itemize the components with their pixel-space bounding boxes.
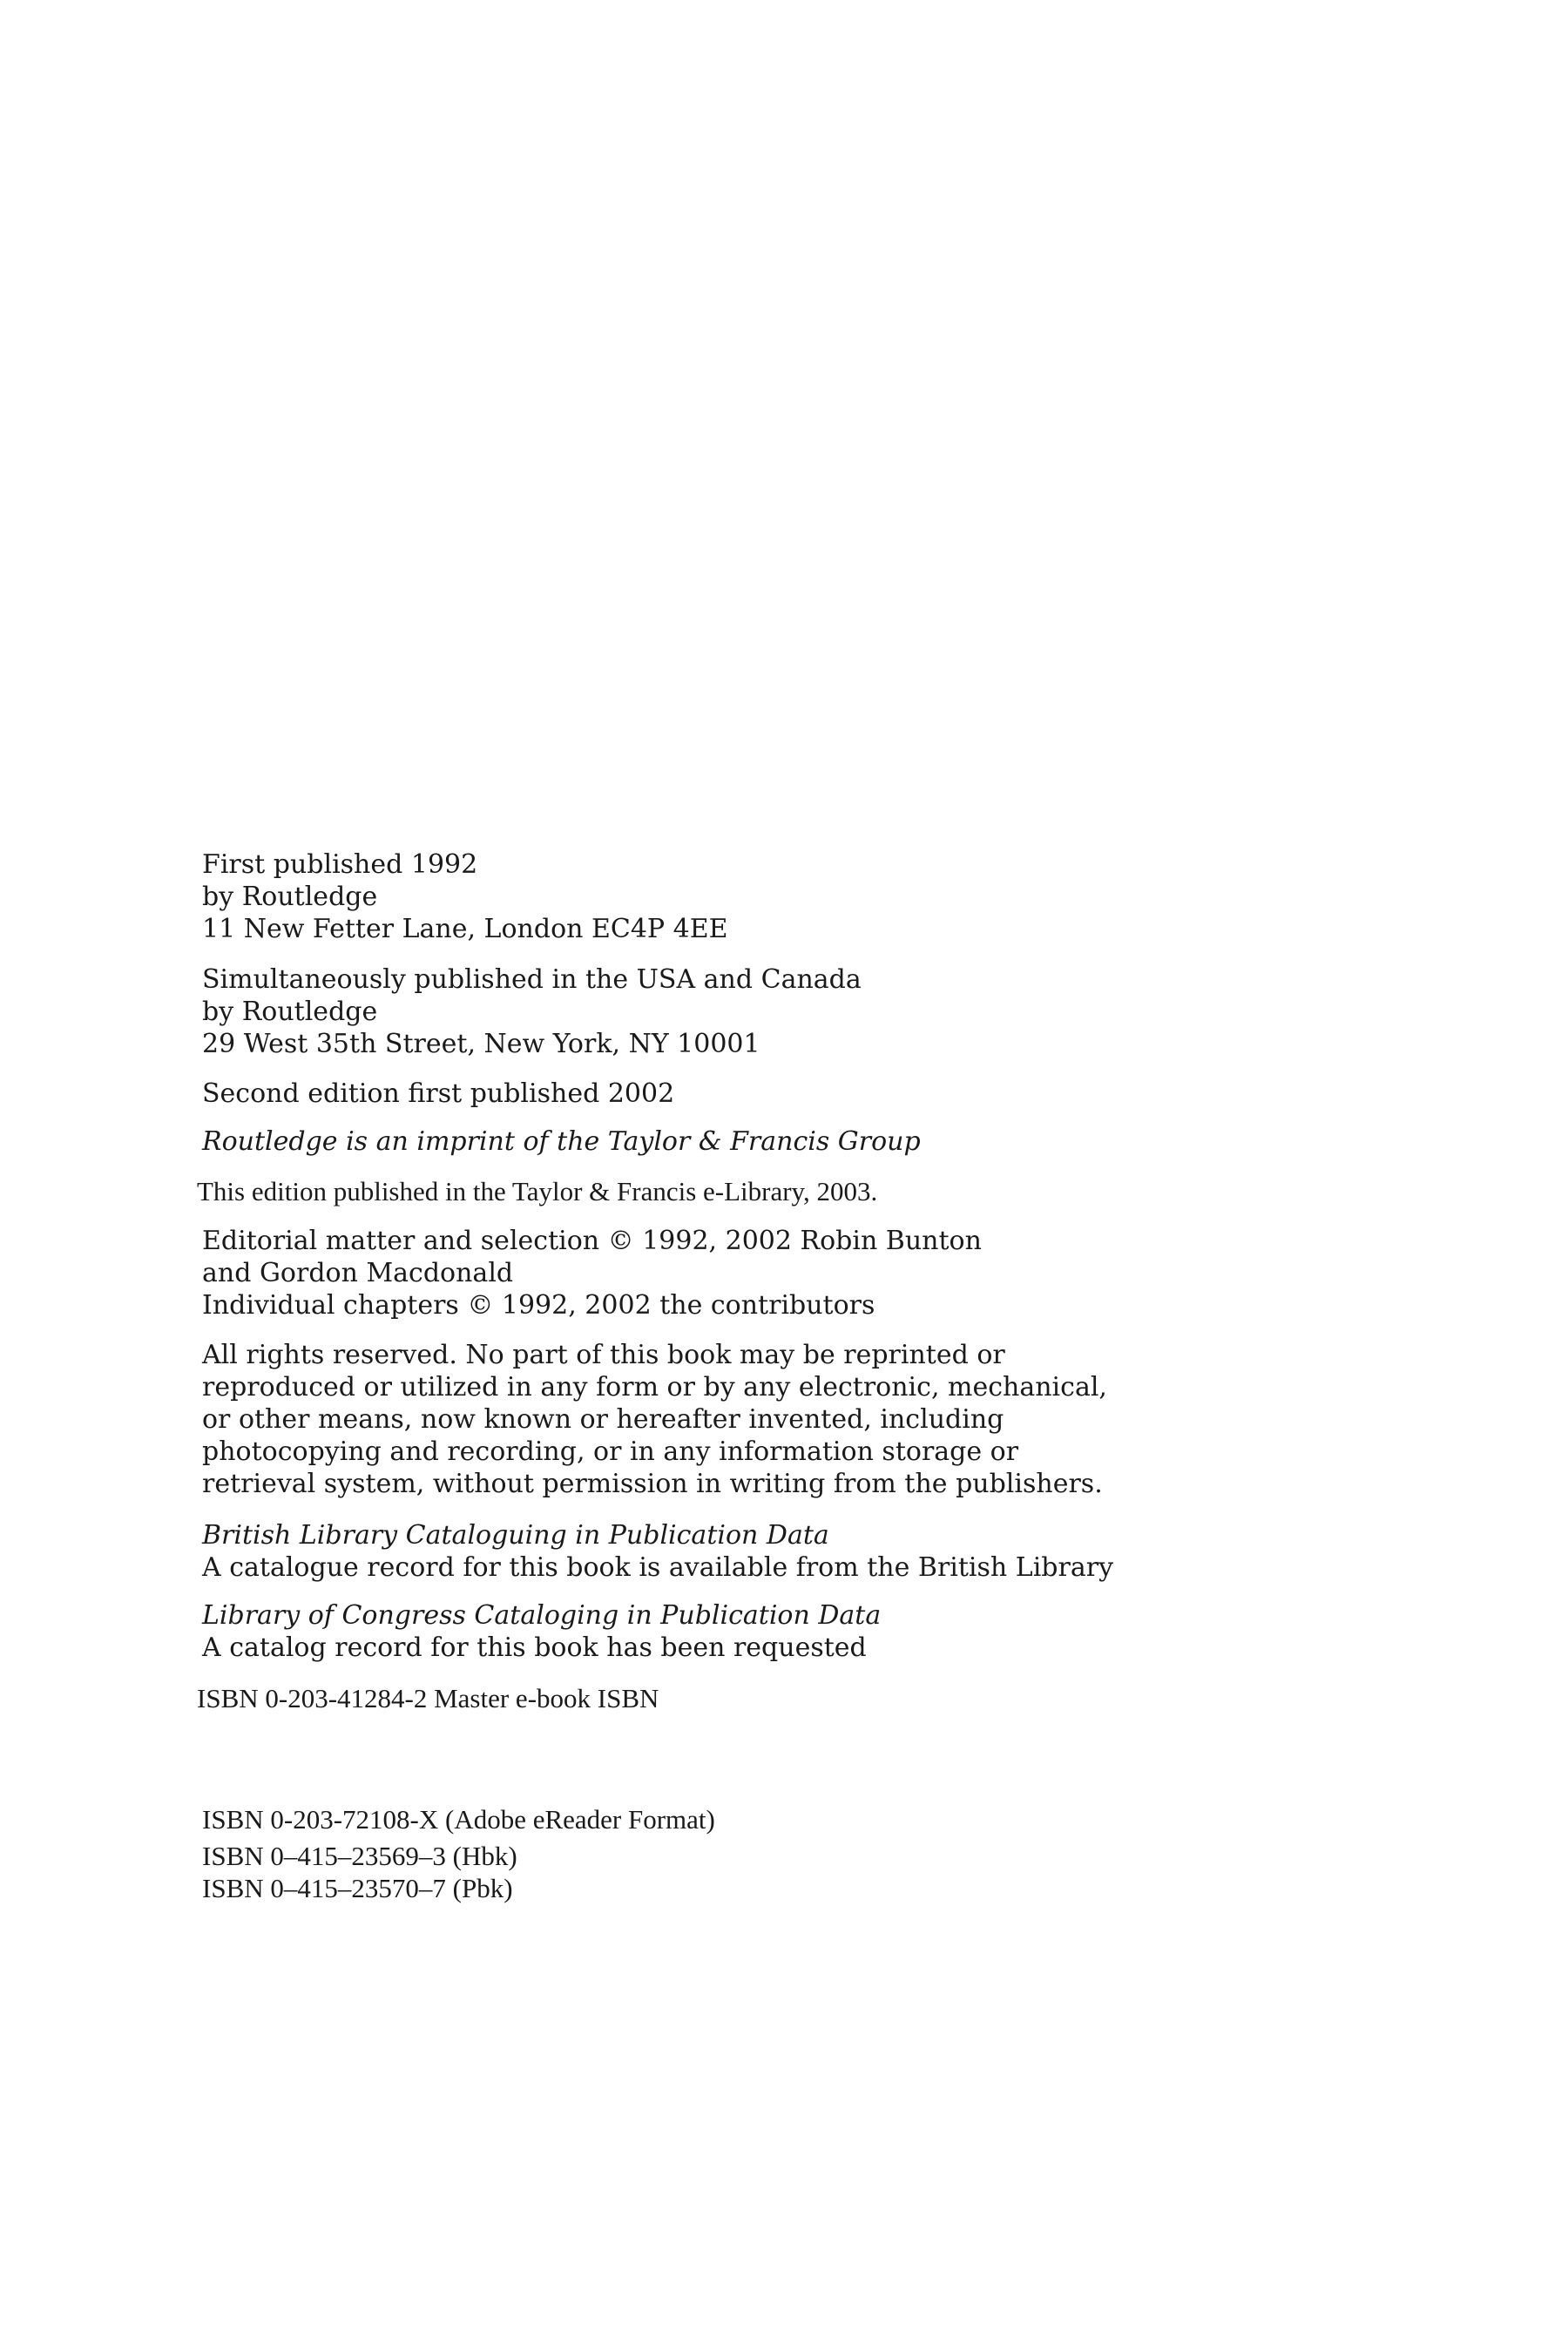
isbn-paperback-line: ISBN 0–415–23570–7 (Pbk)	[202, 1873, 513, 1903]
imprint-note: Routledge is an imprint of the Taylor & Francis Group	[202, 1126, 921, 1157]
first-published-line: First published 1992	[202, 849, 478, 880]
publisher-name: by Routledge	[202, 997, 378, 1027]
library-of-congress-text: A catalog record for this book has been requested	[202, 1632, 867, 1663]
rights-block	[202, 1339, 1107, 1500]
second-edition-line: Second edition first published 2002	[202, 1078, 675, 1109]
usa-publication-block	[202, 963, 862, 1060]
isbn-hardback-line: ISBN 0–415–23569–3 (Hbk)	[202, 1841, 517, 1871]
london-address: 11 New Fetter Lane, London EC4P 4EE	[202, 914, 728, 944]
first-publication-block	[202, 848, 728, 945]
chapters-copyright-line: Individual chapters © 1992, 2002 the contributors	[202, 1290, 875, 1321]
publisher-name: by Routledge	[202, 882, 378, 912]
british-library-heading: British Library Cataloguing in Publication Data	[202, 1520, 829, 1551]
british-library-text: A catalogue record for this book is available from the British Library	[202, 1552, 1114, 1583]
editorial-copyright-line: Editorial matter and selection © 1992, 2002 Robin Bunton	[202, 1226, 982, 1256]
isbn-adobe-line: ISBN 0-203-72108-X (Adobe eReader Format)	[202, 1804, 715, 1835]
library-of-congress-block	[202, 1599, 881, 1664]
rights-line: reproduced or utilized in any form or by any electronic, mechanical,	[202, 1372, 1107, 1402]
ebook-edition-line: This edition published in the Taylor & Francis e-Library, 2003.	[197, 1176, 878, 1206]
library-of-congress-heading: Library of Congress Cataloging in Publication Data	[202, 1600, 882, 1631]
simultaneous-publication-line: Simultaneously published in the USA and Canada	[202, 964, 862, 995]
rights-line: or other means, now known or hereafter invented, including	[202, 1404, 1004, 1435]
isbn-print-block	[202, 1840, 517, 1904]
rights-line: retrieval system, without permission in writing from the publishers.	[202, 1469, 1103, 1499]
editors-line: and Gordon Macdonald	[202, 1258, 514, 1288]
rights-line: photocopying and recording, or in any information storage or	[202, 1436, 1019, 1467]
rights-line: All rights reserved. No part of this book may be reprinted or	[202, 1340, 1005, 1370]
new-york-address: 29 West 35th Street, New York, NY 10001	[202, 1029, 760, 1059]
british-library-block	[202, 1519, 1113, 1584]
isbn-master-line: ISBN 0-203-41284-2 Master e-book ISBN	[197, 1683, 659, 1713]
copyright-block	[202, 1225, 982, 1321]
